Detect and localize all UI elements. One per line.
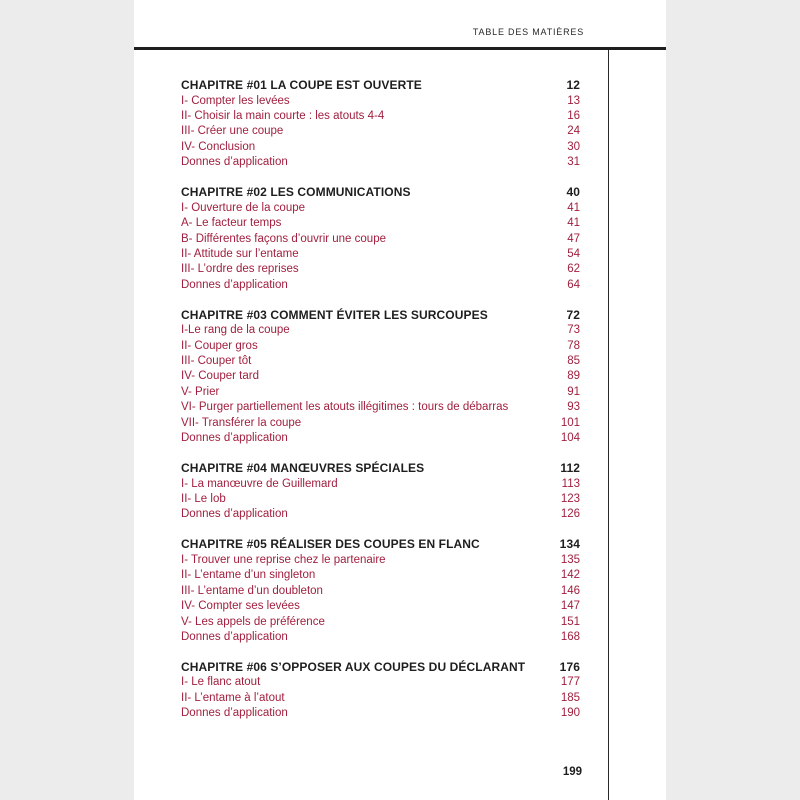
toc-entry-label: III- L’ordre des reprises xyxy=(181,263,299,276)
chapter-title: CHAPITRE #06 S’OPPOSER AUX COUPES DU DÉCLARANT xyxy=(181,659,526,674)
toc-entry-row xyxy=(181,706,580,721)
toc-chapter xyxy=(181,461,580,523)
chapter-heading-row xyxy=(181,308,580,324)
toc-entry-row xyxy=(181,630,580,645)
chapter-title: CHAPITRE #02 LES COMMUNICATIONS xyxy=(181,185,411,200)
toc-entry-page-number: 135 xyxy=(560,553,580,566)
toc-entry-label: II- Le lob xyxy=(181,493,226,505)
toc-entry-label: III- Créer une coupe xyxy=(181,125,284,138)
toc-entry-label: A- Le facteur temps xyxy=(181,217,282,230)
toc-entry-page-number: 31 xyxy=(567,156,580,169)
toc-entry-page-number: 91 xyxy=(567,385,580,398)
toc-entry-row xyxy=(181,232,580,247)
toc-entry-row xyxy=(181,431,580,446)
toc-entry-page-number: 64 xyxy=(567,278,580,291)
toc-entry-row xyxy=(181,140,580,155)
toc-entry-label: Donnes d’application xyxy=(181,508,288,521)
toc-entry-page-number: 16 xyxy=(567,110,580,122)
toc-entry-row xyxy=(181,492,580,507)
chapter-page-number: 176 xyxy=(559,659,580,674)
chapter-title: CHAPITRE #01 LA COUPE EST OUVERTE xyxy=(181,78,422,92)
toc-entry-page-number: 177 xyxy=(560,676,580,689)
toc-entry-page-number: 126 xyxy=(560,508,580,521)
toc-entry-page-number: 113 xyxy=(561,477,580,490)
toc-entry-row xyxy=(181,400,580,415)
toc-entry-label: III- Couper tôt xyxy=(181,355,252,368)
toc-entry-label: VI- Purger partiellement les atouts illégitimes : tours de débarras xyxy=(181,401,509,414)
toc-entry-label: Donnes d’application xyxy=(181,630,288,643)
toc-entry-row xyxy=(181,416,580,431)
toc-entry-label: I- Compter les levées xyxy=(181,94,290,107)
toc-entry-row xyxy=(181,124,580,139)
toc-entry-page-number: 168 xyxy=(560,630,580,643)
toc-entry-label: I-Le rang de la coupe xyxy=(181,324,290,337)
toc-entry-row xyxy=(181,109,580,124)
toc-entry-row xyxy=(181,201,580,216)
toc-entry-row xyxy=(181,385,580,400)
toc-entry-page-number: 142 xyxy=(560,569,580,582)
chapter-heading-row xyxy=(181,461,580,477)
toc-chapter xyxy=(181,537,580,645)
toc-entry-page-number: 47 xyxy=(567,232,580,245)
toc-entry-label: I- Trouver une reprise chez le partenaire xyxy=(181,553,386,566)
toc-chapter xyxy=(181,308,580,447)
toc-entry-row xyxy=(181,94,580,109)
toc-entry-row xyxy=(181,599,580,614)
toc-entry-page-number: 41 xyxy=(567,217,580,230)
toc-entry-label: I- Ouverture de la coupe xyxy=(181,201,306,214)
toc-entry-label: IV- Conclusion xyxy=(181,140,256,153)
toc-entry-label: Donnes d’application xyxy=(181,707,288,720)
toc-entry-label: VII- Transférer la coupe xyxy=(181,416,302,429)
toc-entry-label: V- Prier xyxy=(181,385,220,398)
running-head: TABLE DES MATIÈRES xyxy=(472,27,584,37)
toc-entry-row xyxy=(181,507,580,522)
toc-entry-label: II- Choisir la main courte : les atouts 4-4 xyxy=(181,110,385,122)
toc-entry-page-number: 41 xyxy=(567,201,580,214)
header-rule xyxy=(134,47,666,50)
chapter-heading-row xyxy=(181,660,580,676)
toc-chapter xyxy=(181,185,580,293)
toc-entry-row xyxy=(181,278,580,293)
toc-entry-page-number: 185 xyxy=(560,691,580,704)
toc-entry-row xyxy=(181,262,580,277)
toc-entry-label: I- Le flanc atout xyxy=(181,676,261,689)
toc-entry-row xyxy=(181,247,580,262)
toc-entry-label: Donnes d’application xyxy=(181,156,288,169)
margin-rule xyxy=(608,50,609,800)
toc-entry-page-number: 151 xyxy=(560,615,580,628)
chapter-heading-row xyxy=(181,537,580,553)
chapter-page-number: 12 xyxy=(566,78,580,92)
book-page xyxy=(134,0,666,800)
toc-entry-page-number: 13 xyxy=(567,94,580,107)
toc-entry-page-number: 73 xyxy=(567,324,580,337)
toc-entry-label: V- Les appels de préférence xyxy=(181,615,325,628)
chapter-page-number: 40 xyxy=(566,185,580,200)
toc-chapter xyxy=(181,660,580,722)
toc-entry-row xyxy=(181,477,580,492)
toc-entry-label: III- L’entame d’un doubleton xyxy=(181,584,323,597)
toc-entry-page-number: 146 xyxy=(560,584,580,597)
toc-entry-row xyxy=(181,323,580,338)
toc-entry-page-number: 101 xyxy=(560,416,580,429)
toc-entry-label: I- La manœuvre de Guillemard xyxy=(181,477,338,490)
toc-entry-label: IV- Couper tard xyxy=(181,370,259,383)
toc-entry-row xyxy=(181,675,580,690)
toc-entry-row xyxy=(181,691,580,706)
chapter-title: CHAPITRE #04 MANŒUVRES SPÉCIALES xyxy=(181,461,425,475)
chapter-page-number: 134 xyxy=(559,537,580,552)
toc-entry-row xyxy=(181,339,580,354)
toc-entry-label: Donnes d’application xyxy=(181,432,288,445)
toc-entry-row xyxy=(181,155,580,170)
chapter-page-number: 72 xyxy=(566,307,580,322)
toc-entry-page-number: 93 xyxy=(567,401,580,414)
toc-entry-label: Donnes d’application xyxy=(181,278,288,291)
toc-entry-label: II- L’entame d’un singleton xyxy=(181,569,316,582)
toc-entry-label: IV- Compter ses levées xyxy=(181,600,300,613)
toc-entry-page-number: 190 xyxy=(560,707,580,720)
toc-entry-page-number: 30 xyxy=(567,140,580,153)
chapter-heading-row xyxy=(181,185,580,201)
toc-entry-page-number: 104 xyxy=(560,432,580,445)
toc-entry-page-number: 54 xyxy=(567,247,580,260)
toc-entry-page-number: 78 xyxy=(567,339,580,352)
table-of-contents xyxy=(181,78,580,736)
toc-entry-label: II- Attitude sur l’entame xyxy=(181,247,299,260)
toc-entry-row xyxy=(181,568,580,583)
toc-entry-label: II- L’entame à l’atout xyxy=(181,691,285,704)
chapter-title: CHAPITRE #05 RÉALISER DES COUPES EN FLANC xyxy=(181,537,480,552)
toc-chapter xyxy=(181,78,580,171)
toc-entry-row xyxy=(181,553,580,568)
chapter-page-number: 112 xyxy=(560,461,580,475)
toc-entry-row xyxy=(181,354,580,369)
chapter-title: CHAPITRE #03 COMMENT ÉVITER LES SURCOUPES xyxy=(181,307,488,322)
toc-entry-page-number: 89 xyxy=(567,370,580,383)
toc-entry-row xyxy=(181,584,580,599)
chapter-heading-row xyxy=(181,78,580,94)
toc-entry-page-number: 62 xyxy=(567,263,580,276)
folio-page-number: 199 xyxy=(562,766,582,778)
toc-entry-label: II- Couper gros xyxy=(181,339,258,352)
toc-entry-row xyxy=(181,216,580,231)
toc-entry-row xyxy=(181,615,580,630)
toc-entry-page-number: 147 xyxy=(560,600,580,613)
toc-entry-row xyxy=(181,369,580,384)
toc-entry-label: B- Différentes façons d’ouvrir une coupe xyxy=(181,232,386,245)
toc-entry-page-number: 24 xyxy=(567,125,580,138)
toc-entry-page-number: 85 xyxy=(567,355,580,368)
toc-entry-page-number: 123 xyxy=(560,493,580,505)
